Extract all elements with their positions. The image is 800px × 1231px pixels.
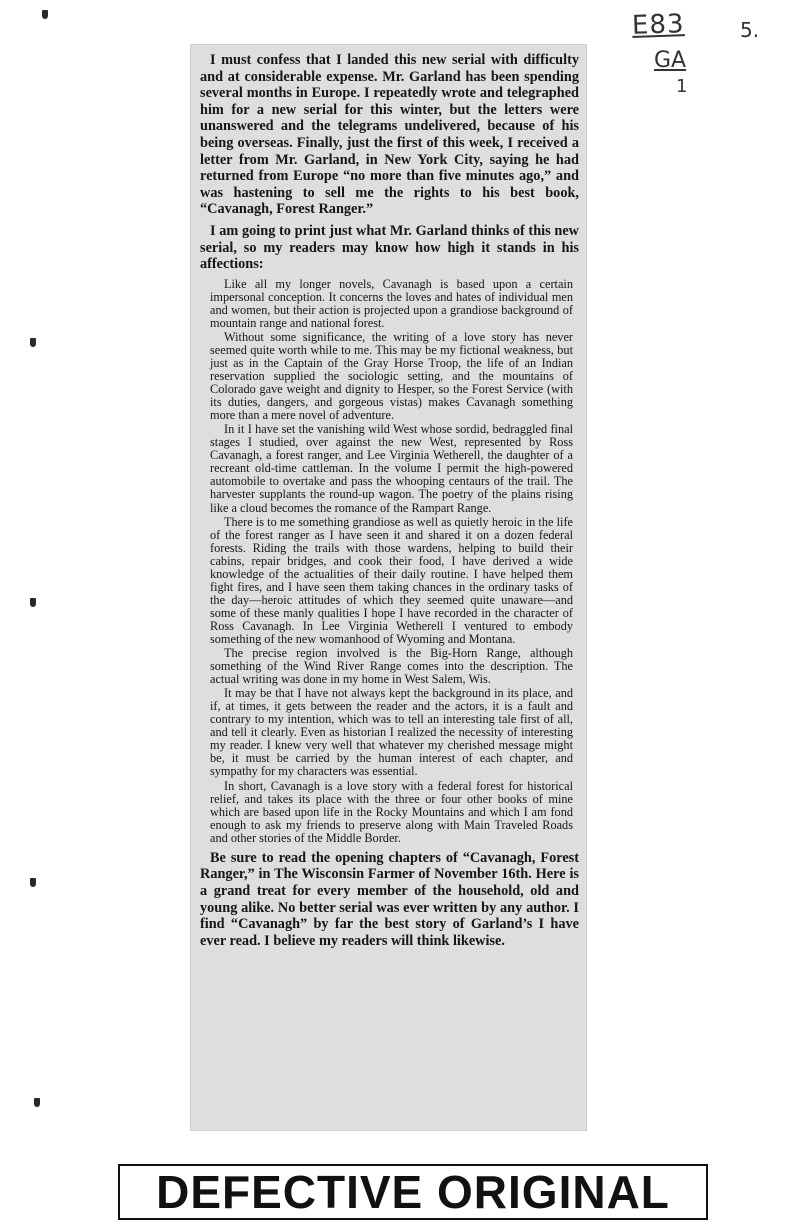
collection-code-annotation: GA: [654, 48, 687, 73]
article-paragraph-closing: Be sure to read the opening chapters of “Cavanagh, Forest Ranger,” in The Wisconsin Farmer of November 16th. Here is a grand treat for every member of the household, old and young alike. No better serial was ever written by any author. I find “Cavanagh” by far the best story of Garland’s I have ever read. I believe my readers will think likewise.: [200, 849, 579, 949]
quote-paragraph: In it I have set the vanishing wild West whose sordid, bedraggled final stages I studied, over against the new West, represented by Ross Cavanagh, a forest ranger, and Lee Virginia Wetherell, the daughter of a recreant old-time cattleman. In the volume I permit the high-powered automobile to overtake and pass the whooping centaurs of the trail. The harvester supplants the round-up wagon. The poetry of the plains rising like a cloud becomes the romance of the Rampart Range.: [210, 422, 573, 515]
page-number-annotation: 5.: [740, 18, 760, 42]
margin-mark: [30, 878, 36, 887]
margin-mark: [42, 10, 48, 19]
margin-mark: [34, 1098, 40, 1107]
margin-mark: [30, 598, 36, 607]
quote-paragraph: It may be that I have not always kept the background in its place, and if, at times, it gets between the reader and the actors, it is a fault and contrary to my intention, which was to tell an interesting tale first of all, and tell it clearly. Even as historian I realized the necessity of interesting my reader. I knew very well that whatever my cherished message might be, it must be carried by the human interest of each chapter, and sympathy for my characters was essential.: [210, 686, 573, 779]
quote-paragraph: There is to me something grandiose as well as quietly heroic in the life of the forest ranger as I have seen it and shared it on a dozen federal forests. Riding the trails with those wardens, helping to build their cabins, repair bridges, and cook their food, I have derived a wide knowledge of the actualities of their daily routine. I have helped them fight fires, and I have seen them taking chances in the ordinary tasks of the day—heroic attitudes of which they seemed quite unaware—and some of these manly qualities I hope I have recorded in the character of Ross Cavanagh. In Lee Virginia Wetherell I ventured to embody something of the new womanhood of Wyoming and Montana.: [210, 514, 573, 646]
archive-code-annotation: E83: [631, 9, 686, 41]
quote-paragraph: The precise region involved is the Big-Horn Range, although something of the Wind River Range comes into the description. The actual writing was done in my home in West Salem, Wis.: [210, 646, 573, 687]
article-paragraph-intro: I must confess that I landed this new serial with difficulty and at considerable expense. Mr. Garland has been spending several months in Europe. I repeatedly wrote and telegraphed him for a new serial for this winter, but the letters were unanswered and the telegrams undelivered, because of his being overseas. Finally, just the first of this week, I received a letter from Mr. Garland, in New York City, saying he had returned from Europe “no more than five minutes ago,” and was hastening to sell me the rights to his best book, “Cavanagh, Forest Ranger.”: [200, 52, 579, 218]
newspaper-clipping: [190, 44, 587, 1131]
article-paragraph-lead-in: I am going to print just what Mr. Garland thinks of this new serial, so my readers may know how high it stands in his affections:: [200, 222, 579, 273]
item-number-annotation: 1: [676, 76, 688, 97]
defective-original-stamp: DEFECTIVE ORIGINAL: [118, 1164, 708, 1220]
quote-paragraph: Without some significance, the writing of a love story has never seemed quite worth while to me. This may be my fictional weakness, but just as in the Captain of the Gray Horse Troop, the life of an Indian reservation supplied the sociologic setting, and the mountains of Colorado gave weight and dignity to Hesper, so the Forest Service (with its duties, dangers, and gorgeous vistas) makes Cavanagh something more than a mere novel of adventure.: [210, 329, 573, 423]
margin-mark: [30, 338, 36, 347]
quote-paragraph: In short, Cavanagh is a love story with a federal forest for historical relief, and takes its place with the three or four other books of mine which are based upon life in the Rocky Mountains and which I am fond enough to ask my friends to preserve along with Main Traveled Roads and other stories of the Middle Border.: [210, 778, 573, 845]
quote-paragraph: Like all my longer novels, Cavanagh is based upon a certain impersonal conception. It concerns the loves and hates of individual men and women, but their action is projected upon a grandiose background of mountain range and national forest.: [210, 276, 573, 330]
